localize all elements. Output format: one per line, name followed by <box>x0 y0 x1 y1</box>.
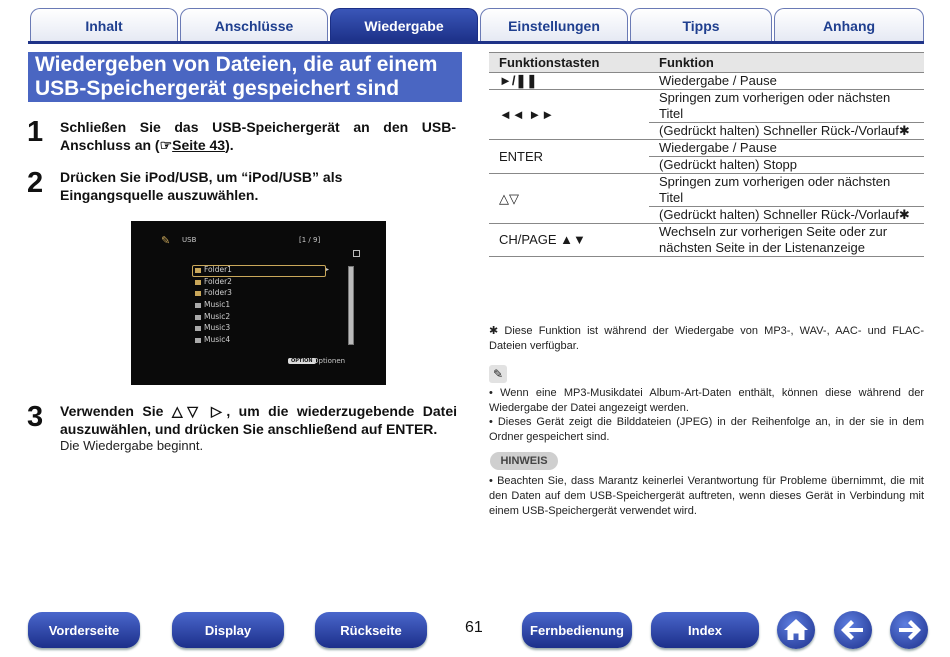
key-play-pause: ►/❚❚ <box>489 73 649 90</box>
function-key-table <box>489 52 924 257</box>
function-cell: (Gedrückt halten) Schneller Rück-/Vorlauf✱ <box>649 123 924 140</box>
step-number-2: 2 <box>27 167 44 199</box>
note-item: • Wenn eine MP3-Musikdatei Album-Art-Daten enthält, können diese während der Wiedergabe der Datei angezeigt werden. <box>489 387 924 414</box>
home-button[interactable] <box>777 611 815 649</box>
function-cell: (Gedrückt halten) Schneller Rück-/Vorlauf✱ <box>649 207 924 224</box>
usb-stick-icon: ✎ <box>161 234 171 247</box>
tab-underline <box>28 41 924 44</box>
page-link[interactable]: Seite 43 <box>172 137 226 153</box>
screen-list-item[interactable]: Folder1 <box>195 265 232 275</box>
hinweis-text: • Beachten Sie, dass Marantz keinerlei Verantwortung für Probleme übernimmt, die mit den Daten auf dem USB-Speichergerät auftreten, wenn dieses Gerät in Verbindung mit einem USB-Speichergerät verwendet wird. <box>489 475 924 517</box>
hinweis-badge: HINWEIS <box>490 452 558 470</box>
forward-arrow-button[interactable] <box>890 611 928 649</box>
step-text-2: Drücken Sie iPod/USB, um “iPod/USB” als Eingangsquelle auszuwählen. <box>60 169 343 203</box>
tab-anschluesse[interactable]: Anschlüsse <box>180 8 328 43</box>
screen-scrollbar[interactable] <box>348 266 354 345</box>
function-cell: Wiedergabe / Pause <box>649 140 924 157</box>
screen-list-item[interactable]: Music2 <box>195 312 230 322</box>
arrow-right-icon <box>890 611 928 649</box>
tab-wiedergabe[interactable]: Wiedergabe <box>330 8 478 43</box>
screen-source-label: USB <box>182 236 197 244</box>
tab-anhang[interactable]: Anhang <box>774 8 924 43</box>
table-row <box>489 73 924 90</box>
nav-index-button[interactable]: Index <box>651 612 759 648</box>
usb-browse-screen <box>131 221 386 385</box>
screen-list-item[interactable]: Music3 <box>195 323 230 333</box>
option-label: Optionen <box>313 357 346 365</box>
music-file-icon <box>195 338 201 343</box>
nav-front-button[interactable]: Vorderseite <box>28 612 140 648</box>
folder-icon <box>195 268 201 273</box>
note-pencil-icon: ✎ <box>489 365 507 383</box>
note-item: • Dieses Gerät zeigt die Bilddateien (JPEG) in der Reihenfolge an, in der sie in dem Ordner gespeichert sind. <box>489 416 924 443</box>
page-title: Wiedergeben von Dateien, die auf einem USB-Speichergerät gespeichert sind <box>28 52 462 102</box>
nav-display-button[interactable]: Display <box>172 612 284 648</box>
screen-list-item[interactable]: Music4 <box>195 335 230 345</box>
step-number-3: 3 <box>27 401 44 433</box>
step-1-text-b: ). <box>225 137 234 153</box>
nav-remote-button[interactable]: Fernbedienung <box>522 612 632 648</box>
function-cell: (Gedrückt halten) Stopp <box>649 157 924 174</box>
table-header-keys: Funktionstasten <box>489 53 649 73</box>
tab-bar <box>0 0 950 48</box>
key-skip: ◄◄ ►► <box>489 90 649 140</box>
table-row <box>489 90 924 123</box>
function-cell: Wechseln zur vorherigen Seite oder zur nächsten Seite in der Listenanzeige <box>649 224 924 257</box>
pointer-hand-icon: ☞ <box>159 137 173 153</box>
table-header-function: Funktion <box>649 53 924 73</box>
function-cell: Wiedergabe / Pause <box>649 73 924 90</box>
step-1-text-a: Schließen Sie das USB-Speichergerät an den USB-Anschluss an ( <box>60 119 456 153</box>
folder-icon <box>195 291 201 296</box>
screen-status-box <box>353 250 360 257</box>
key-enter: ENTER <box>489 140 649 174</box>
step-text-1 <box>60 118 456 154</box>
step-3-subtext: Die Wiedergabe beginnt. <box>60 438 204 453</box>
tab-einstellungen[interactable]: Einstellungen <box>480 8 628 43</box>
function-cell: Springen zum vorherigen oder nächsten Titel <box>649 174 924 207</box>
option-key-badge: OPTION <box>288 358 316 364</box>
table-row <box>489 140 924 157</box>
back-arrow-button[interactable] <box>834 611 872 649</box>
scrollbar-thumb[interactable] <box>349 267 353 344</box>
home-icon <box>777 611 815 649</box>
screen-page-indicator: [1 / 9] <box>299 236 321 244</box>
key-up-down: △▽ <box>489 174 649 224</box>
table-footnote: ✱ Diese Funktion ist während der Wiedergabe von MP3-, WAV-, AAC- und FLAC-Dateien verfügbar. <box>489 325 924 352</box>
table-row <box>489 174 924 207</box>
step-text-3: Verwenden Sie △▽ ▷, um die wiederzugebende Datei auszuwählen, und drücken Sie anschließend auf ENTER. <box>60 403 457 437</box>
screen-arrow-icon: ▸ <box>326 266 330 273</box>
step-number-1: 1 <box>27 116 44 148</box>
screen-list-item[interactable]: Music1 <box>195 300 230 310</box>
folder-icon <box>195 280 201 285</box>
tab-tipps[interactable]: Tipps <box>630 8 772 43</box>
tab-inhalt[interactable]: Inhalt <box>30 8 178 43</box>
table-row <box>489 224 924 257</box>
nav-rear-button[interactable]: Rückseite <box>315 612 427 648</box>
screen-list-item[interactable]: Folder2 <box>195 277 232 287</box>
page-number: 61 <box>465 619 483 636</box>
function-cell: Springen zum vorherigen oder nächsten Titel <box>649 90 924 123</box>
screen-list-item[interactable]: Folder3 <box>195 288 232 298</box>
music-file-icon <box>195 315 201 320</box>
arrow-left-icon <box>834 611 872 649</box>
music-file-icon <box>195 303 201 308</box>
music-file-icon <box>195 326 201 331</box>
key-ch-page: CH/PAGE ▲▼ <box>489 224 649 257</box>
